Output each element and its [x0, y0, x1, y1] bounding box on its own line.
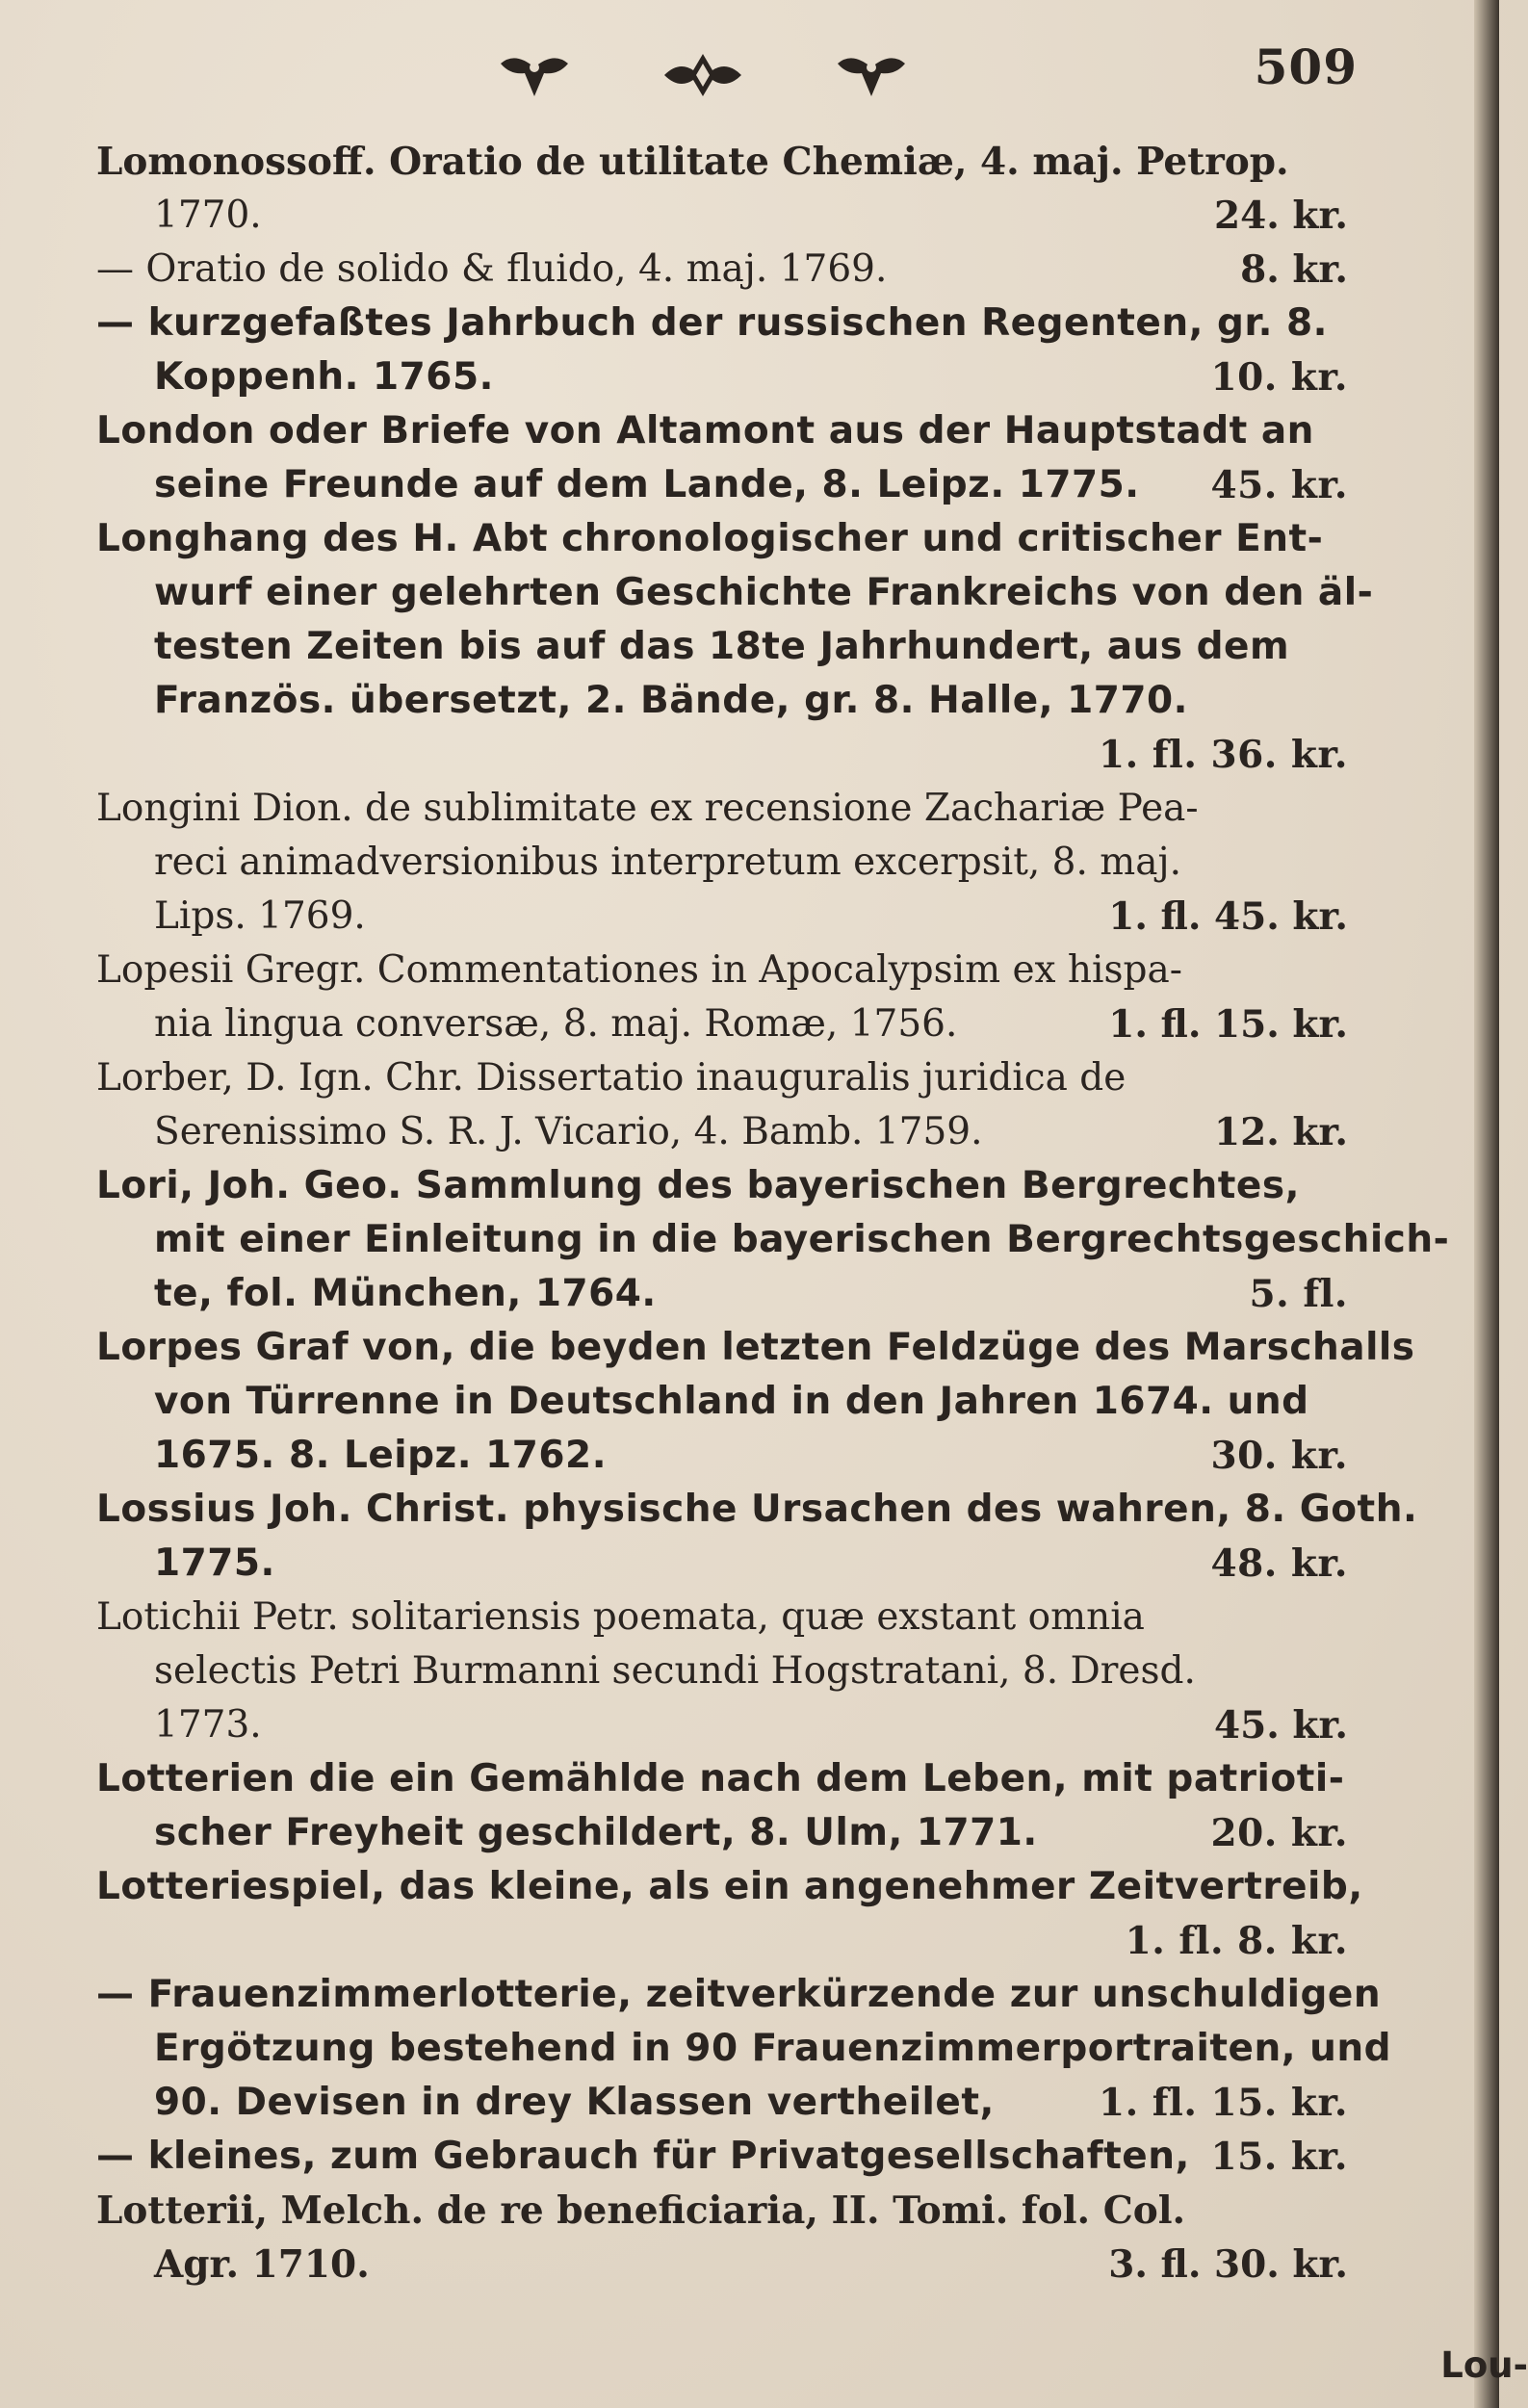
entry-text: Longhang des H. Abt chronologischer und critischer Ent- [96, 517, 1324, 560]
entry-text: nia lingua conversæ, 8. maj. Romæ, 1756. [154, 1002, 958, 1046]
entry-text: te, fol. München, 1764. [154, 1272, 657, 1315]
entry-text: Lorber, D. Ign. Chr. Dissertatio inauguralis juridica de [96, 1056, 1127, 1100]
entry-text: 1775. [154, 1541, 275, 1585]
entry-text: von Türrenne in Deutschland in den Jahren 1674. und [154, 1380, 1309, 1423]
entry-text: Lotteriespiel, das kleine, als ein angenehmer Zeitvertreib, [96, 1865, 1363, 1908]
entry-continuation-line [96, 674, 1329, 728]
entry-continuation-line [96, 1213, 1450, 1267]
catalog-entry [96, 1752, 1348, 1860]
page-header [96, 29, 1358, 135]
entry-price: 1. fl. 15. kr. [1098, 2081, 1348, 2125]
entry-continuation-line [96, 836, 1329, 890]
entry-continuation-line [96, 1105, 1348, 1159]
entry-first-line [96, 782, 1329, 836]
entry-continuation-line [96, 997, 1348, 1051]
catalog-entry [96, 512, 1374, 782]
entry-text: Koppenh. 1765. [154, 355, 494, 399]
entry-continuation-line [96, 1914, 1348, 1968]
entry-first-line [96, 1483, 1418, 1537]
entry-text: Lotterien die ein Gemählde nach dem Leben, mit patrioti- [96, 1757, 1345, 1800]
entry-first-line [96, 135, 1329, 189]
entry-price: 45. kr. [1210, 463, 1348, 507]
catalog-entry [96, 1591, 1348, 1752]
entry-first-line [96, 1051, 1329, 1105]
entry-text: London oder Briefe von Altamont aus der Hauptstadt an [96, 409, 1314, 453]
entry-first-line [96, 1860, 1363, 1914]
page-number: 509 [1254, 39, 1358, 95]
entry-text: Lotterii, Melch. de re beneficiaria, II. Tomi. fol. Col. [96, 2188, 1186, 2233]
entry-text: — kurzgefaßtes Jahrbuch der russischen Regenten, gr. 8. [96, 301, 1328, 345]
entry-text: — Frauenzimmerlotterie, zeitverkürzende zur unschuldigen [96, 1973, 1382, 2016]
catalog-entry [96, 135, 1348, 243]
entry-text: reci animadversionibus interpretum excerpsit, 8. maj. [154, 841, 1182, 884]
catalog-entry [96, 1159, 1450, 1321]
entry-text: selectis Petri Burmanni secundi Hogstratani, 8. Dresd. [154, 1649, 1196, 1693]
catalog-entry [96, 297, 1348, 404]
entry-text: Agr. 1710. [154, 2242, 370, 2287]
entry-price: 1. fl. 36. kr. [1098, 733, 1348, 777]
catalog-entry [96, 2130, 1348, 2184]
catalog-entries [96, 135, 1450, 2291]
entry-text: Lips. 1769. [154, 894, 366, 938]
entry-text: seine Freunde auf dem Lande, 8. Leipz. 1775. [154, 463, 1140, 506]
entry-price: 10. kr. [1210, 355, 1348, 400]
catchword: Lou- [1440, 2344, 1528, 2386]
entry-continuation-line [96, 890, 1348, 944]
entry-first-line [96, 404, 1329, 458]
entry-price: 12. kr. [1214, 1110, 1348, 1154]
entry-continuation-line [96, 2238, 1348, 2291]
entry-text: mit einer Einleitung in die bayerischen Bergrechtsgeschich- [154, 1218, 1450, 1261]
entry-text: Longini Dion. de sublimitate ex recensione Zachariæ Pea- [96, 787, 1199, 830]
entry-continuation-line [96, 458, 1348, 512]
entry-text: 1675. 8. Leipz. 1762. [154, 1434, 608, 1477]
catalog-entry [96, 1968, 1392, 2130]
catalog-entry [96, 2184, 1348, 2291]
entry-first-line [96, 297, 1329, 350]
catalog-entry [96, 782, 1348, 944]
entry-continuation-line [96, 620, 1329, 674]
entry-text: — kleines, zum Gebrauch für Privatgesellschaften, [96, 2135, 1190, 2178]
entry-text: 90. Devisen in drey Klassen vertheilet, [154, 2081, 995, 2124]
fleuron-icon [828, 46, 915, 104]
entry-continuation-line [96, 1267, 1348, 1321]
catalog-entry [96, 1860, 1363, 1968]
entry-text: Lossius Joh. Christ. physische Ursachen des wahren, 8. Goth. [96, 1488, 1418, 1531]
entry-continuation-line [96, 1644, 1329, 1698]
entry-text: Lorpes Graf von, die beyden letzten Feldzüge des Marschalls [96, 1326, 1415, 1369]
entry-first-line [96, 944, 1329, 997]
entry-price: 1. fl. 45. kr. [1108, 894, 1348, 939]
entry-text: Lori, Joh. Geo. Sammlung des bayerischen Bergrechtes, [96, 1164, 1300, 1207]
entry-first-line [96, 1159, 1329, 1213]
entry-text: Serenissimo S. R. J. Vicario, 4. Bamb. 1759. [154, 1110, 983, 1153]
entry-continuation-line [96, 1429, 1348, 1483]
diamond-fleuron-icon [660, 46, 746, 104]
catalog-entry [96, 1483, 1418, 1591]
entry-text: Französ. übersetzt, 2. Bände, gr. 8. Halle, 1770. [154, 679, 1188, 722]
entry-text: Ergötzung bestehend in 90 Frauenzimmerportraiten, und [154, 2027, 1392, 2070]
entry-price: 1. fl. 15. kr. [1108, 1002, 1348, 1047]
entry-text: Lotichii Petr. solitariensis poemata, quæ exstant omnia [96, 1595, 1145, 1639]
entry-price: 5. fl. [1249, 1272, 1348, 1316]
entry-text: Lomonossoff. Oratio de utilitate Chemiæ, 4. maj. Petrop. [96, 140, 1289, 184]
entry-price: 45. kr. [1214, 1703, 1348, 1748]
catalog-entry [96, 243, 1348, 297]
entry-price: 24. kr. [1214, 194, 1348, 238]
entry-continuation-line [96, 1806, 1348, 1860]
entry-first-line [96, 2184, 1329, 2238]
catalog-entry [96, 1051, 1348, 1159]
entry-first-line [96, 512, 1329, 566]
entry-continuation-line [96, 189, 1348, 243]
entry-continuation-line [96, 2076, 1348, 2130]
entry-first-line [96, 243, 1348, 297]
catalog-entry [96, 404, 1348, 512]
fleuron-icon [491, 46, 578, 104]
catalog-entry [96, 944, 1348, 1051]
entry-continuation-line [96, 566, 1374, 620]
entry-first-line [96, 1591, 1329, 1644]
book-page [96, 29, 1450, 2291]
entry-price: 1. fl. 8. kr. [1125, 1919, 1348, 1963]
entry-first-line [96, 1752, 1345, 1806]
binding-edge [1474, 0, 1499, 2408]
entry-text: 1770. [154, 194, 262, 237]
entry-price: 30. kr. [1210, 1434, 1348, 1478]
entry-continuation-line [96, 728, 1348, 782]
entry-continuation-line [96, 1375, 1329, 1429]
entry-price: 3. fl. 30. kr. [1108, 2242, 1348, 2287]
entry-text: wurf einer gelehrten Geschichte Frankreichs von den äl- [154, 571, 1374, 614]
entry-price: 15. kr. [1210, 2135, 1348, 2179]
entry-text: testen Zeiten bis auf das 18te Jahrhundert, aus dem [154, 625, 1290, 668]
catalog-entry [96, 1321, 1415, 1483]
entry-first-line [96, 1321, 1415, 1375]
entry-price: 20. kr. [1210, 1811, 1348, 1855]
entry-first-line [96, 1968, 1382, 2022]
entry-text: 1773. [154, 1703, 262, 1747]
header-ornaments [491, 46, 915, 104]
entry-continuation-line [96, 2022, 1392, 2076]
entry-continuation-line [96, 350, 1348, 404]
entry-text: Lopesii Gregr. Commentationes in Apocalypsim ex hispa- [96, 948, 1182, 992]
entry-text: scher Freyheit geschildert, 8. Ulm, 1771. [154, 1811, 1038, 1854]
entry-price: 48. kr. [1210, 1541, 1348, 1586]
entry-price: 8. kr. [1240, 247, 1348, 292]
entry-first-line [96, 2130, 1348, 2184]
entry-continuation-line [96, 1698, 1348, 1752]
entry-continuation-line [96, 1537, 1348, 1591]
entry-text: — Oratio de solido & fluido, 4. maj. 1769. [96, 247, 888, 291]
